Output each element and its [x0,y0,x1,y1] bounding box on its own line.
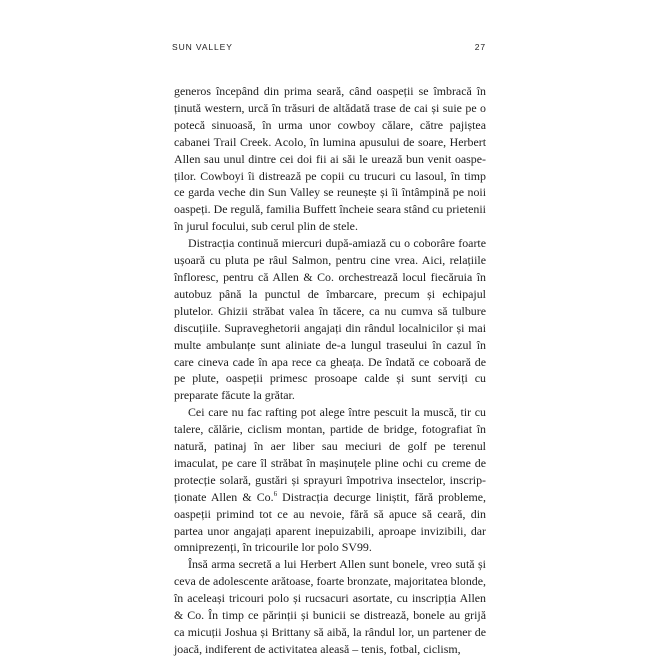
running-header [172,42,486,56]
paragraph: Însă arma secretă a lui Herbert Allen sunt bonele, vreo sută și ceva de adolescente arătoase, foarte bronzate, majoritatea blonde, în aceleași tricouri polo și rucsacuri asortate, cu inscripția Allen & Co. În timp ce părinții și bunicii se distrează, bonele au grijă ca micuții Joshua și Brittany să aibă, la rândul lor, un partener de joacă, indiferent de activitatea aleasă – tenis, fotbal, ciclism, [174,557,486,656]
paragraph: Distracția continuă miercuri după-amiază cu o coborâre foarte ușoară cu pluta pe râul Salmon, pentru cine vrea. Aici, relațiile înfloresc, pentru că Allen & Co. orchestrează locul fiecăruia în autobuz până la punctul de îmbarcare, precum și echipajul plutelor. Ghizii străbat valea în tăcere, ca nu cumva să tulbure discuțiile. Supraveghetorii angajați din rândul localnicilor și mai multe ambulanțe sunt aliniate de-a lungul traseului în cazul în care cineva cade în apa rece ca gheața. De îndată ce coboară de pe plute, oaspeții primesc prosoape calde și sunt serviți cu preparate făcute la grătar. [174,236,486,403]
paragraph-text: Cei care nu fac rafting pot alege între pescuit la muscă, tir cu talere, călărie, ciclism montan, partide de bridge, fotografiat în natură, patinaj în aer liber sau meciuri de golf pe terenul imaculat, pe care îl străbat în mașinuțele pline ochi cu creme de protecție solară, gustări și sprayuri împotriva insectelor, inscripționate Allen & Co. [174,405,486,504]
running-title: SUN VALLEY [172,42,233,52]
paragraph: generos începând din prima seară, când oaspeții se îmbracă în ținută western, urcă în trăsuri de altădată trase de cai și suie pe o potecă sinuoasă, în urma unor cowboy călare, către pajiștea cabanei Trail Creek. Acolo, în lumina apusului de soare, Herbert Allen sau unul dintre cei doi fii ai săi le urează bun venit oaspeților. Cowboyi îi distrează pe copii cu trucuri cu lasoul, în timp ce garda veche din Sun Valley se reunește și îi întâmpină pe noii oaspeți. De regulă, familia Buffett încheie seara stând cu prietenii în jurul focului, sub cerul plin de stele. [174,84,486,234]
paragraph-text: Distracția decurge liniștit, fără probleme, oaspeții primind tot ce au nevoie, fără să apuce să ceară, din partea unor angajați aparent inepuizabili, aproape invizibili, dar omniprezenți, în tricourile lor polo SV99. [174,489,486,555]
body-text [174,83,486,658]
paragraph [174,404,486,556]
page-number: 27 [474,42,486,52]
footnote-reference[interactable]: 6 [273,489,278,498]
